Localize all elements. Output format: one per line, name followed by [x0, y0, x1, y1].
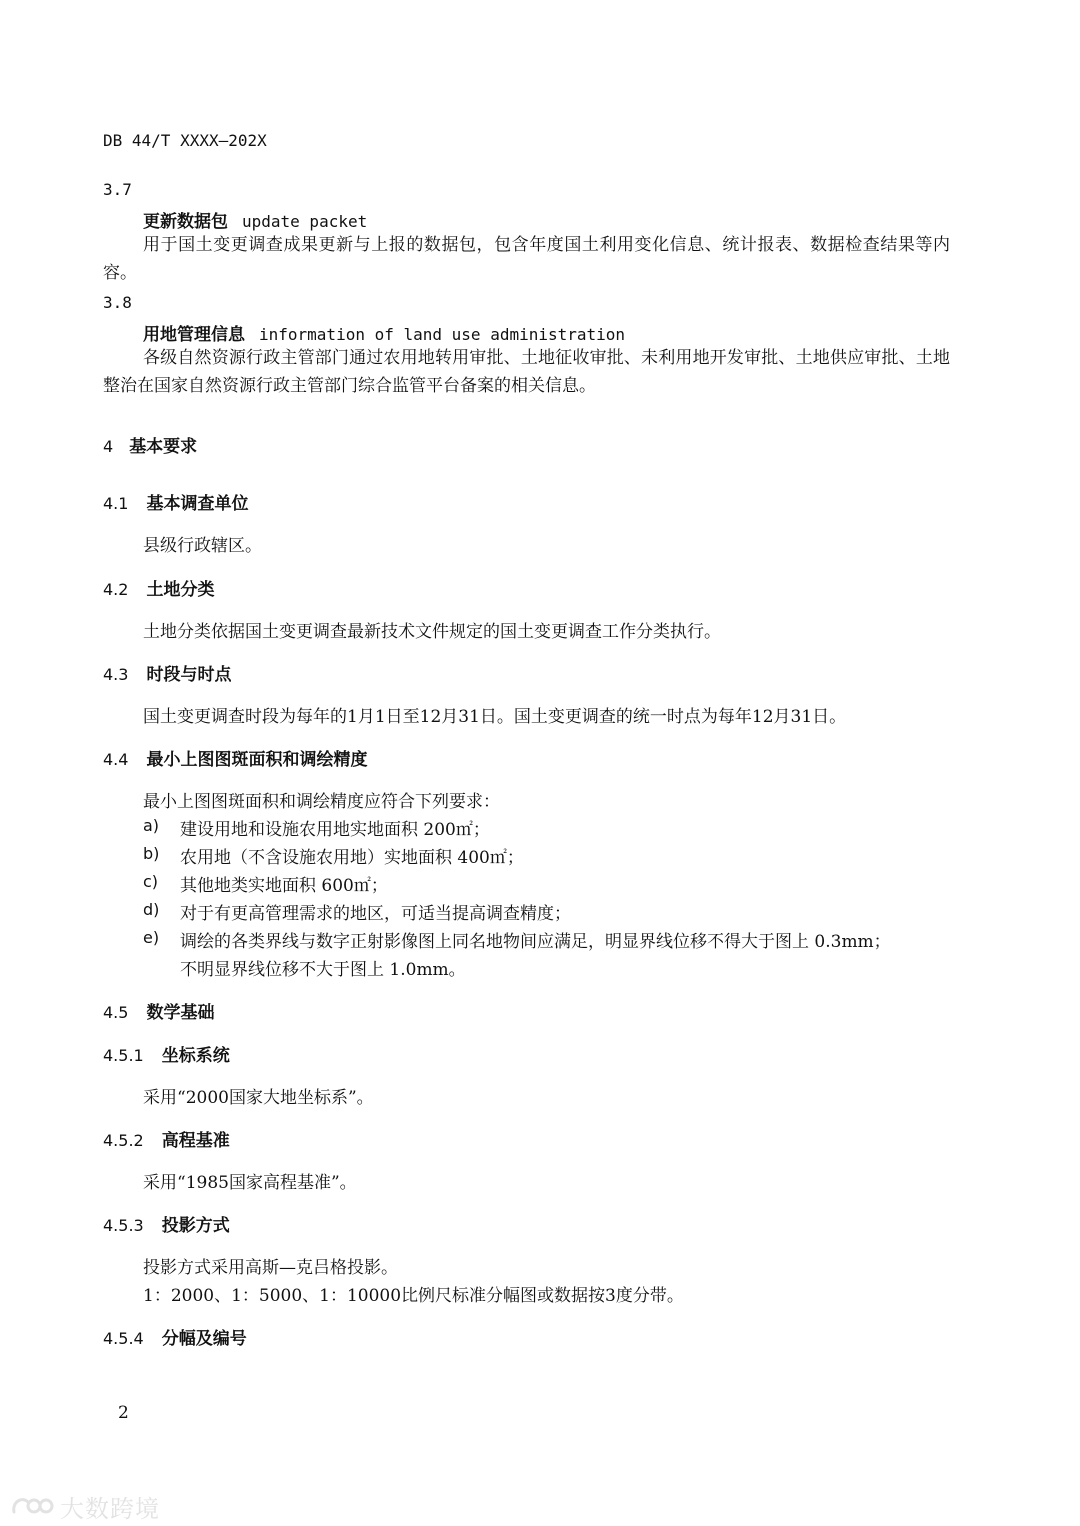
term-en: update packet: [242, 212, 368, 231]
section-4-4-intro: 最小上图图斑面积和调绘精度应符合下列要求：: [143, 792, 500, 812]
chapter-4-heading: [103, 432, 197, 457]
term-cn: 用地管理信息: [143, 325, 245, 345]
heading-number: 4.5: [103, 1003, 129, 1022]
section-4-5-1-heading: [103, 1041, 230, 1066]
heading-title: 时段与时点: [146, 665, 232, 685]
heading-title: 高程基准: [161, 1131, 230, 1151]
section-4-4-heading: [103, 745, 367, 770]
list-item-marker: e): [143, 928, 160, 947]
list-item-marker: c): [143, 872, 159, 891]
watermark-text: 大数跨境: [60, 1495, 160, 1523]
section-4-5-3-text-2: 1：2000、1：5000、1：10000比例尺标准分幅图或数据按3度分带。: [143, 1286, 684, 1306]
list-item: 其他地类实地面积 600㎡；: [180, 876, 388, 896]
list-item: 建设用地和设施农用地实地面积 200㎡；: [180, 820, 490, 840]
section-4-5-3-text: 投影方式采用高斯—克吕格投影。: [143, 1258, 398, 1278]
section-4-5-2-text: 采用“1985国家高程基准”。: [143, 1173, 357, 1193]
clause-number-3-8: 3.8: [103, 293, 132, 312]
heading-title: 分幅及编号: [161, 1329, 247, 1349]
definition-text-3-8: 各级自然资源行政主管部门通过农用地转用审批、土地征收审批、未利用地开发审批、土地供应审批、土地整治在国家自然资源行政主管部门综合监管平台备案的相关信息。: [103, 348, 950, 396]
section-4-5-4-heading: [103, 1324, 247, 1349]
document-code: DB 44/T XXXX—202X: [103, 131, 267, 150]
heading-title: 基本调查单位: [146, 494, 249, 514]
list-item: 对于有更高管理需求的地区，可适当提高调查精度；: [180, 904, 571, 924]
list-item-continuation: 不明显界线位移不大于图上 1.0mm。: [180, 960, 466, 980]
clause-number-3-7: 3.7: [103, 180, 132, 199]
section-4-5-heading: [103, 998, 214, 1023]
section-4-5-1-text: 采用“2000国家大地坐标系”。: [143, 1088, 374, 1108]
heading-number: 4.1: [103, 494, 129, 513]
term-cn: 更新数据包: [143, 212, 228, 232]
section-4-5-2-heading: [103, 1126, 230, 1151]
page-number: 2: [118, 1403, 129, 1423]
list-item: 调绘的各类界线与数字正射影像图上同名地物间应满足，明显界线位移不得大于图上 0.3mm；: [180, 932, 891, 952]
heading-number: 4.5.2: [103, 1131, 144, 1150]
heading-number: 4.2: [103, 580, 129, 599]
heading-title: 土地分类: [146, 580, 215, 600]
section-4-1-heading: [103, 489, 248, 514]
heading-number: 4.5.4: [103, 1329, 144, 1348]
section-4-3-text: 国土变更调查时段为每年的1月1日至12月31日。国土变更调查的统一时点为每年12月31日。: [143, 707, 847, 727]
list-item: 农用地（不含设施农用地）实地面积 400㎡；: [180, 848, 524, 868]
section-4-1-text: 县级行政辖区。: [143, 536, 262, 556]
list-item-marker: b): [143, 844, 160, 863]
section-4-2-heading: [103, 575, 214, 600]
heading-title: 坐标系统: [161, 1046, 230, 1066]
heading-number: 4.3: [103, 665, 129, 684]
heading-title: 数学基础: [146, 1003, 215, 1023]
section-4-2-text: 土地分类依据国土变更调查最新技术文件规定的国土变更调查工作分类执行。: [143, 622, 721, 642]
heading-number: 4.5.3: [103, 1216, 144, 1235]
heading-title: 最小上图图斑面积和调绘精度: [146, 750, 368, 770]
section-4-5-3-heading: [103, 1211, 230, 1236]
section-4-3-heading: [103, 660, 231, 685]
list-item-marker: d): [143, 900, 160, 919]
heading-number: 4: [103, 437, 114, 456]
definition-text-3-7: 用于国土变更调查成果更新与上报的数据包，包含年度国土利用变化信息、统计报表、数据检查结果等内容。: [103, 235, 950, 283]
term-3-8: [143, 320, 625, 345]
heading-number: 4.5.1: [103, 1046, 144, 1065]
heading-number: 4.4: [103, 750, 129, 769]
watermark: [10, 1489, 160, 1524]
heading-title: 投影方式: [161, 1216, 230, 1236]
term-3-7: [143, 207, 367, 232]
list-item-marker: a): [143, 816, 160, 835]
heading-title: 基本要求: [129, 437, 198, 457]
term-en: information of land use administration: [259, 325, 626, 344]
brand-logo-icon: [10, 1492, 54, 1522]
